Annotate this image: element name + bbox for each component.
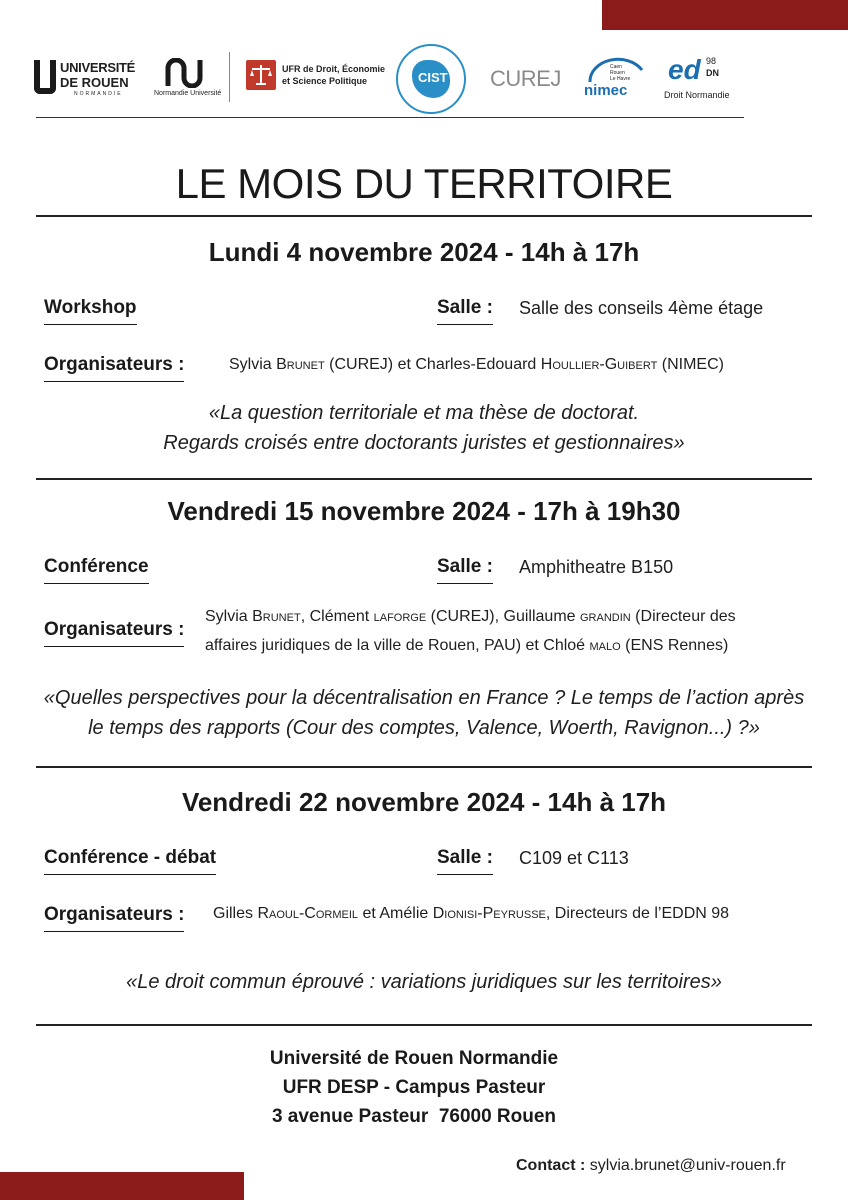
event1-organisers — [229, 350, 724, 379]
logo-cist — [396, 44, 466, 114]
event2-org-text: affaires juridiques de la ville de Rouen, PAU) et Chloé — [205, 637, 590, 654]
event3-org-name: Raoul-Cormeil — [257, 905, 359, 922]
logo-curej: CUREJ — [490, 66, 561, 91]
event3-salle: C109 et C113 — [519, 848, 629, 868]
event2-divider — [36, 766, 812, 768]
event1-salle-label: Salle : — [437, 297, 493, 325]
event1-org-text: Sylvia — [229, 356, 277, 373]
top-accent-bar — [602, 0, 848, 30]
event2-salle: Amphitheatre B150 — [519, 557, 674, 577]
footer-address-line1: Université de Rouen Normandie — [269, 1048, 559, 1069]
logo-normandie-universite — [154, 56, 220, 102]
event1-org-text: (CUREJ) et Charles-Edouard — [324, 356, 541, 373]
event3-divider — [36, 1024, 812, 1026]
event2-org-name: laforge — [373, 608, 427, 625]
contact-email[interactable]: sylvia.brunet@univ-rouen.fr — [589, 1157, 786, 1174]
universite-line3: NORMANDIE — [74, 91, 123, 97]
event2-salle-label: Salle : — [437, 556, 493, 584]
event2-date: Vendredi 15 novembre 2024 - 17h à 19h30 — [167, 496, 681, 526]
bottom-accent-bar — [0, 1172, 244, 1200]
logo-universite-rouen — [34, 58, 146, 100]
ed-number: 98 — [706, 56, 717, 66]
ufr-line2: et Science Politique — [282, 76, 368, 86]
event1-org-label: Organisateurs : — [44, 354, 184, 382]
footer-address-line3: 3 avenue Pasteur 76000 Rouen — [271, 1106, 557, 1127]
logos-divider-line — [36, 117, 744, 118]
event3-org-name: Dionisi-Peyrusse — [432, 905, 546, 922]
normandie-universite-label: Normandie Université — [154, 90, 222, 97]
universite-line1: UNIVERSITÉ — [60, 60, 136, 75]
event3-date: Vendredi 22 novembre 2024 - 14h à 17h — [181, 787, 667, 817]
event1-org-name: Brunet — [276, 356, 325, 373]
nimec-city2: Rouen — [610, 70, 625, 76]
ufr-scales-icon — [246, 60, 276, 90]
event2-org-text: (CUREJ), Guillaume — [426, 608, 580, 625]
ed-mark-icon: ed — [668, 54, 701, 85]
event2-org-name: Brunet — [252, 608, 301, 625]
footer-address-line2: UFR DESP - Campus Pasteur — [282, 1077, 546, 1098]
event2-org-label: Organisateurs : — [44, 619, 184, 647]
event2-quote-line1: «Quelles perspectives pour la décentralisation en France ? Le temps de l’action après — [43, 687, 805, 709]
event1-quote-line1: «La question territoriale et ma thèse de doctorat. — [208, 402, 640, 424]
event3-quote-line1: «Le droit commun éprouvé : variations juridiques sur les territoires» — [126, 971, 722, 993]
event1-salle: Salle des conseils 4ème étage — [519, 298, 764, 318]
event1-quote-line2: Regards croisés entre doctorants juristes et gestionnaires» — [163, 432, 685, 454]
event2-org-name: grandin — [580, 608, 631, 625]
event3-org-text: , Directeurs de l’EDDN 98 — [545, 905, 730, 922]
logo-droit-normandie — [664, 54, 744, 104]
nimec-city3: Le Havre — [610, 76, 631, 82]
event1-date: Lundi 4 novembre 2024 - 14h à 17h — [208, 237, 640, 267]
event2-type: Conférence — [44, 556, 149, 584]
event2-organisers-line1 — [205, 602, 736, 631]
logo-divider — [229, 52, 230, 102]
event3-salle-label: Salle : — [437, 847, 493, 875]
event3-organisers — [213, 899, 729, 928]
event1-org-text: (NIMEC) — [657, 356, 724, 373]
title-divider — [36, 215, 812, 217]
event2-org-text: (Directeur des — [630, 608, 736, 625]
event1-divider — [36, 478, 812, 480]
event1-org-name: Houllier-Guibert — [540, 356, 658, 373]
contact-label: Contact : — [516, 1157, 586, 1174]
logo-ufr — [246, 60, 386, 94]
event2-org-text: , Clément — [300, 608, 374, 625]
nimec-label: nimec — [584, 82, 628, 99]
droit-normandie-label: Droit Normandie — [664, 90, 730, 100]
universite-u-icon — [34, 60, 56, 94]
universite-line2: DE ROUEN — [60, 75, 129, 90]
footer-contact — [516, 1157, 786, 1175]
nimec-city1: Caen — [610, 64, 622, 70]
event1-type: Workshop — [44, 297, 137, 325]
page-title: LE MOIS DU TERRITOIRE — [175, 160, 673, 207]
event3-org-text: et Amélie — [358, 905, 433, 922]
ufr-line1: UFR de Droit, Économie — [282, 64, 386, 74]
event2-organisers-line2 — [205, 631, 728, 660]
logo-nimec — [584, 52, 648, 104]
event2-org-name: malo — [589, 637, 621, 654]
normandie-universite-icon — [164, 58, 204, 88]
event3-org-label: Organisateurs : — [44, 904, 184, 932]
event2-org-text: (ENS Rennes) — [620, 637, 729, 654]
event3-org-text: Gilles — [213, 905, 258, 922]
event2-quote-line2: le temps des rapports (Cour des comptes, Valence, Woerth, Ravignon...) ?» — [88, 717, 760, 739]
cist-label: CIST — [418, 70, 448, 85]
event3-type: Conférence - débat — [44, 847, 216, 875]
ed-dn: DN — [706, 68, 719, 78]
event2-org-text: Sylvia — [205, 608, 253, 625]
